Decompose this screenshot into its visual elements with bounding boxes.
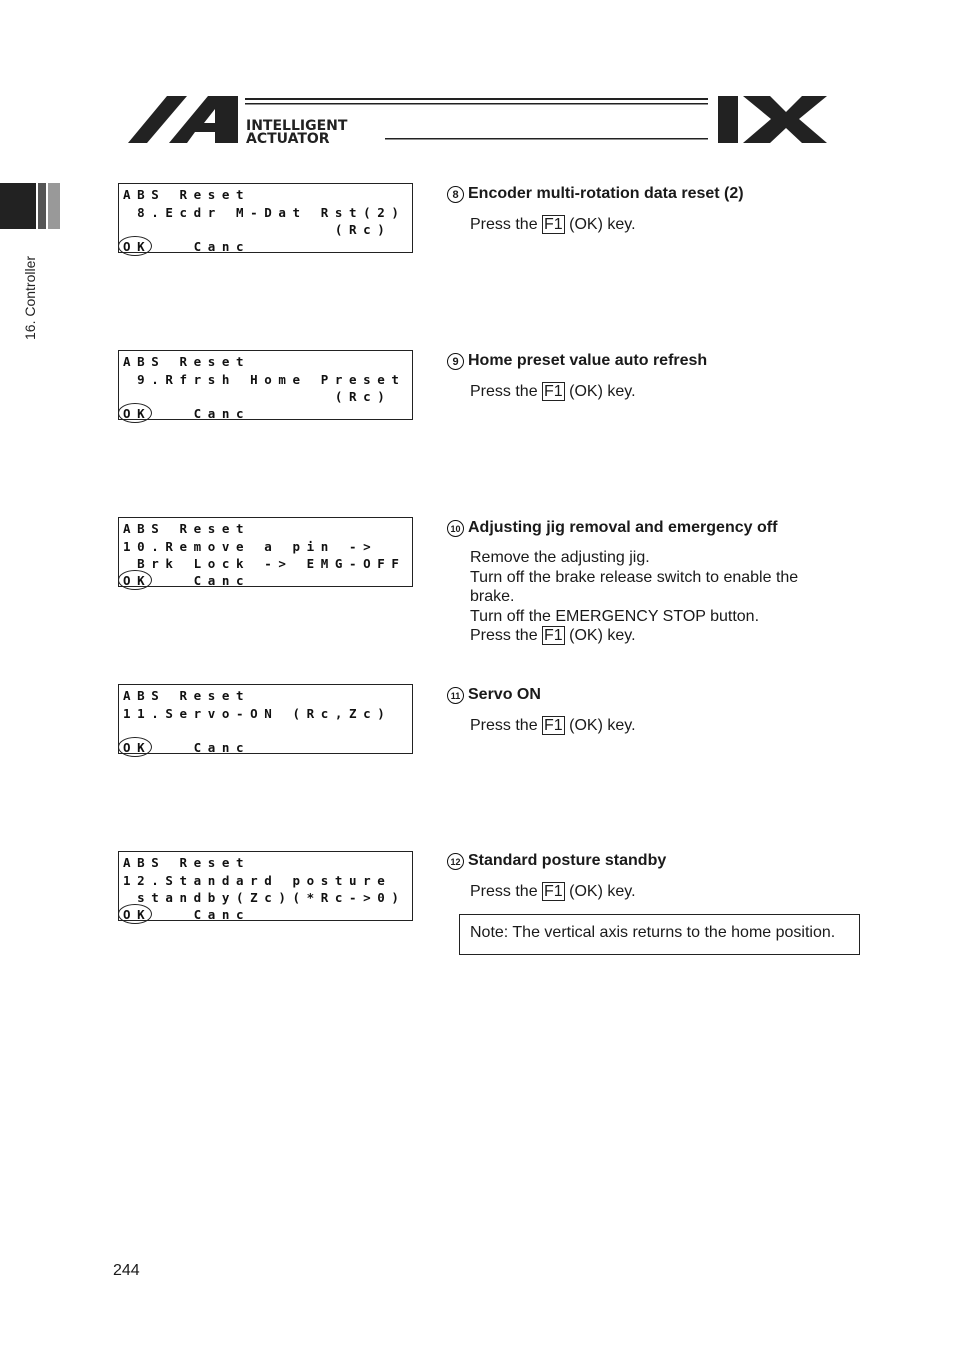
lcd-screen-step-11 [118, 684, 413, 754]
intelligent-actuator-logo [125, 92, 830, 148]
step-title: Servo ON [468, 686, 541, 703]
step-title: Standard posture standby [468, 852, 667, 869]
step-number: 12 [447, 853, 464, 870]
ok-key-highlight [118, 904, 152, 924]
instruction-line: Remove the adjusting jig. [470, 549, 650, 566]
step-11: 11 Servo ON Press the F1 (OK) key. [447, 686, 887, 736]
lcd-line: OK Canc [123, 239, 251, 254]
f1-key: F1 [544, 717, 563, 734]
instruction-line: Turn off the EMERGENCY STOP button. [470, 607, 760, 625]
logo-text-line2: ACTUATOR [246, 131, 330, 147]
lcd-line: 11.Servo-ON (Rc,Zc) [123, 706, 392, 721]
lcd-line: OK Canc [123, 907, 251, 922]
lcd-line: (Rc) [123, 222, 392, 237]
lcd-screen-step-9 [118, 350, 413, 420]
f1-key: F1 [544, 216, 563, 233]
step-title: Adjusting jig removal and emergency off [468, 519, 778, 536]
lcd-line: OK Canc [123, 573, 251, 588]
f1-key: F1 [544, 627, 563, 644]
lcd-line: ABS Reset [123, 354, 251, 369]
logo-text-line1: INTELLIGENT [246, 118, 348, 134]
lcd-line: Brk Lock -> EMG-OFF [123, 556, 406, 571]
step-title: Encoder multi-rotation data reset (2) [468, 185, 744, 202]
lcd-line: standby(Zc)(*Rc->0) [123, 890, 406, 905]
ok-key-highlight [118, 570, 152, 590]
lcd-line: OK Canc [123, 406, 251, 421]
lcd-line: 9.Rfrsh Home Preset [123, 372, 406, 387]
note-box: Note: The vertical axis returns to the home position. [459, 914, 860, 955]
lcd-screen-step-12 [118, 851, 413, 921]
lcd-screen-step-10 [118, 517, 413, 587]
lcd-line: ABS Reset [123, 521, 251, 536]
f1-key: F1 [544, 883, 563, 900]
chapter-label: 16. Controller [22, 255, 38, 340]
lcd-line: 12.Standard posture [123, 873, 392, 888]
step-number: 9 [447, 353, 464, 370]
lcd-line: 8.Ecdr M-Dat Rst(2) [123, 205, 406, 220]
chapter-tab-marker [0, 183, 60, 229]
ok-key-highlight [118, 737, 152, 757]
page-number: 244 [113, 1262, 140, 1279]
lcd-screen-step-8 [118, 183, 413, 253]
lcd-line: ABS Reset [123, 688, 251, 703]
ok-key-highlight [118, 236, 152, 256]
instruction-line: brake. [470, 588, 515, 605]
step-number: 10 [447, 520, 464, 537]
step-title: Home preset value auto refresh [468, 352, 708, 369]
lcd-line: ABS Reset [123, 855, 251, 870]
step-12: 12 Standard posture standby Press the F1 (OK) key. [447, 852, 887, 902]
lcd-line: OK Canc [123, 740, 251, 755]
step-number: 8 [447, 186, 464, 203]
f1-key: F1 [544, 383, 563, 400]
step-8: 8 Encoder multi-rotation data reset (2) Press the F1 (OK) key. [447, 185, 887, 235]
step-9: 9 Home preset value auto refresh Press the F1 (OK) key. [447, 352, 887, 402]
step-number: 11 [447, 687, 464, 704]
instruction-line: Turn off the brake release switch to enable the [470, 568, 799, 586]
lcd-line: (Rc) [123, 389, 392, 404]
lcd-line: 10.Remove a pin -> [123, 539, 378, 554]
step-10: 10 Adjusting jig removal and emergency off Remove the adjusting jig. Turn off the brake release switch to enable the brake. Turn off the EMERGENCY STOP button. Press the F1 (OK) key. [447, 519, 887, 646]
lcd-line: ABS Reset [123, 187, 251, 202]
ok-key-highlight [118, 403, 152, 423]
